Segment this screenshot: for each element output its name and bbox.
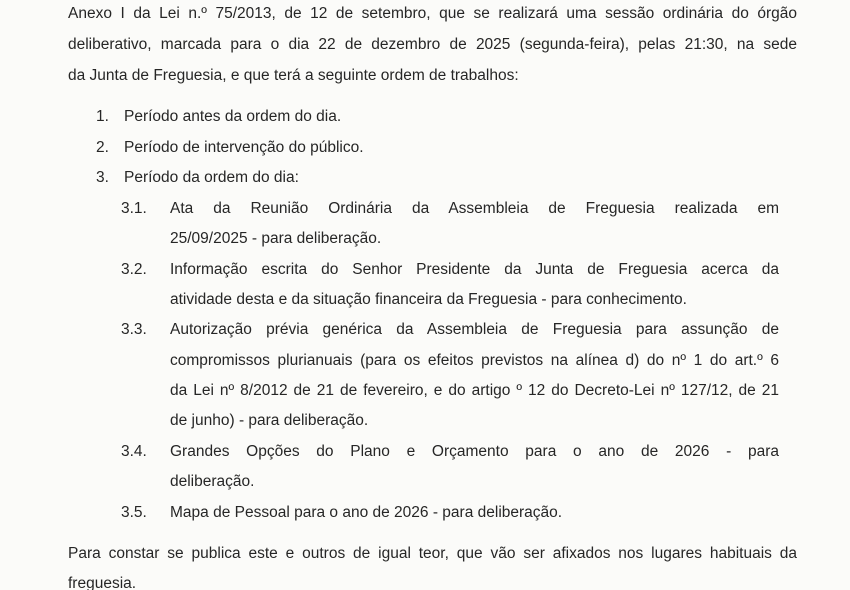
agenda-item-2-text: Período de intervenção do público. xyxy=(124,139,364,156)
subitem-3-2-line-1: Informação escrita do Senhor Presidente da Junta de Freguesia acerca da xyxy=(170,261,779,278)
subitem-3-3-number: 3.3. xyxy=(121,321,147,338)
subitem-3-3-line-3: da Lei nº 8/2012 de 21 de fevereiro, e do artigo º 12 do Decreto-Lei nº 127/12, de 21 xyxy=(170,382,779,399)
subitem-3-2-number: 3.2. xyxy=(121,261,147,278)
agenda-item-1-number: 1. xyxy=(96,108,109,125)
agenda-item-1-text: Período antes da ordem do dia. xyxy=(124,108,342,125)
intro-line-1: Anexo I da Lei n.º 75/2013, de 12 de setembro, que se realizará uma sessão ordinária do órgão xyxy=(68,5,797,22)
subitem-3-2-line-2: atividade desta e da situação financeira da Freguesia - para conhecimento. xyxy=(170,291,687,308)
subitem-3-4-number: 3.4. xyxy=(121,443,147,460)
subitem-3-1-line-1: Ata da Reunião Ordinária da Assembleia de Freguesia realizada em xyxy=(170,200,779,217)
intro-line-3: da Junta de Freguesia, e que terá a seguinte ordem de trabalhos: xyxy=(68,67,519,84)
agenda-item-3-text: Período da ordem do dia: xyxy=(124,169,299,186)
subitem-3-3-line-4: de junho) - para deliberação. xyxy=(170,412,369,429)
closing-line-2: freguesia. xyxy=(68,575,137,590)
subitem-3-1-number: 3.1. xyxy=(121,200,147,217)
agenda-item-2-number: 2. xyxy=(96,139,109,156)
subitem-3-3-line-1: Autorização prévia genérica da Assembleia de Freguesia para assunção de xyxy=(170,321,779,338)
subitem-3-5-number: 3.5. xyxy=(121,504,147,521)
subitem-3-1-line-2: 25/09/2025 - para deliberação. xyxy=(170,230,382,247)
subitem-3-4-line-2: deliberação. xyxy=(170,473,255,490)
closing-line-1: Para constar se publica este e outros de igual teor, que vão ser afixados nos lugares habituais da xyxy=(68,545,797,562)
subitem-3-5-line-1: Mapa de Pessoal para o ano de 2026 - para deliberação. xyxy=(170,504,563,521)
subitem-3-3-line-2: compromissos plurianuais (para os efeitos previstos na alínea d) do nº 1 do art.º 6 xyxy=(170,352,779,369)
agenda-item-3-number: 3. xyxy=(96,169,109,186)
intro-line-2: deliberativo, marcada para o dia 22 de dezembro de 2025 (segunda-feira), pelas 21:30, na sede xyxy=(68,36,797,53)
subitem-3-4-line-1: Grandes Opções do Plano e Orçamento para o ano de 2026 - para xyxy=(170,443,779,460)
